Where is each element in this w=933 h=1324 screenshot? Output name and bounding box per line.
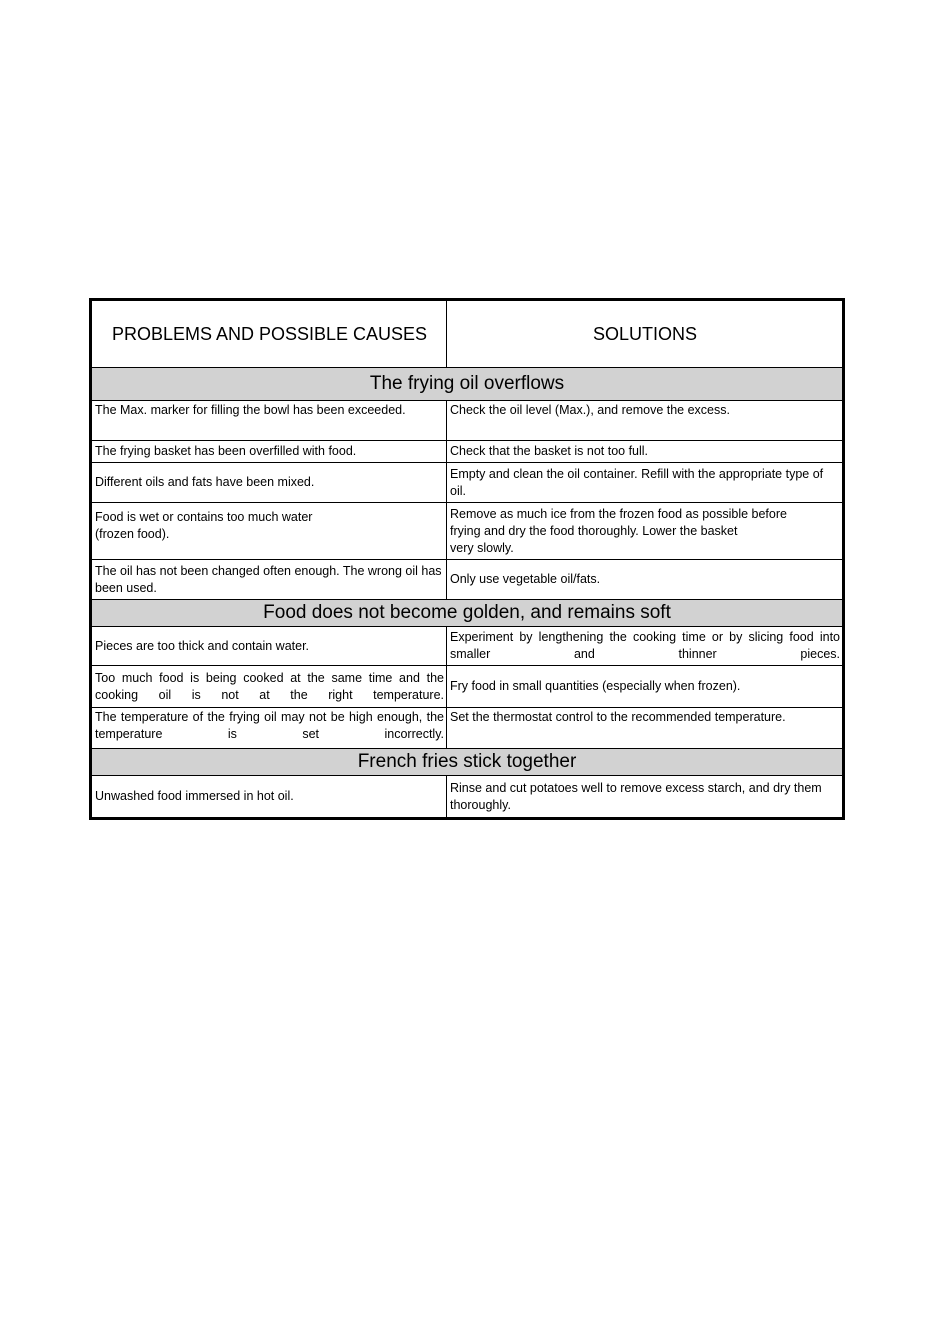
table-row [92, 627, 842, 666]
solution-cell: Only use vegetable oil/fats. [450, 572, 601, 586]
troubleshooting-table [89, 298, 845, 820]
solution-cell: Fry food in small quantities (especially when frozen). [450, 679, 741, 693]
solution-cell: Rinse and cut potatoes well to remove excess starch, and dry them thoroughly. [450, 780, 822, 812]
problems-column-header: PROBLEMS AND POSSIBLE CAUSES [92, 301, 447, 367]
cause-cell: The frying basket has been overfilled with food. [92, 441, 447, 462]
solution-line: very slowly. [450, 540, 514, 555]
solutions-column-header: SOLUTIONS [592, 323, 698, 344]
solution-cell: Check that the basket is not too full. [450, 444, 649, 458]
table-row [92, 401, 842, 441]
cause-cell: The oil has not been changed often enough. The wrong oil has been used. [92, 560, 447, 599]
cause-cell: The temperature of the frying oil may not be high enough, the temperature is set incorrectly. [92, 708, 447, 748]
solution-cell: Empty and clean the oil container. Refill with the appropriate type of oil. [450, 466, 824, 498]
cause-cell: The Max. marker for filling the bowl has been exceeded. [92, 401, 447, 440]
cause-line: (frozen food). [95, 527, 170, 541]
table-header-row [92, 301, 842, 368]
table-row [92, 666, 842, 708]
solution-cell [447, 503, 842, 559]
solution-cell: Check the oil level (Max.), and remove the excess. [450, 403, 730, 417]
solution-cell: Set the thermostat control to the recommended temperature. [450, 710, 786, 724]
cause-line: Food is wet or contains too much water [95, 510, 313, 524]
solution-line: Remove as much ice from the frozen food as possible before [450, 506, 787, 521]
table-row [92, 776, 842, 817]
table-row [92, 441, 842, 463]
solution-cell: Experiment by lengthening the cooking time or by slicing food into smaller and thinner pieces. [450, 630, 840, 661]
cause-cell [92, 503, 447, 559]
table-row [92, 463, 842, 503]
table-row [92, 560, 842, 600]
section-title-not-golden: Food does not become golden, and remains soft [92, 600, 842, 627]
table-row [92, 503, 842, 560]
cause-cell: Too much food is being cooked at the same time and the cooking oil is not at the right temperature. [92, 666, 447, 707]
cause-cell: Different oils and fats have been mixed. [92, 463, 447, 502]
section-title-oil-overflows: The frying oil overflows [92, 368, 842, 401]
solution-line: frying and dry the food thoroughly. Lower the basket [450, 523, 738, 538]
cause-cell: Unwashed food immersed in hot oil. [92, 776, 447, 817]
section-title-fries-stick: French fries stick together [92, 749, 842, 776]
table-row [92, 708, 842, 749]
cause-cell: Pieces are too thick and contain water. [92, 627, 447, 665]
